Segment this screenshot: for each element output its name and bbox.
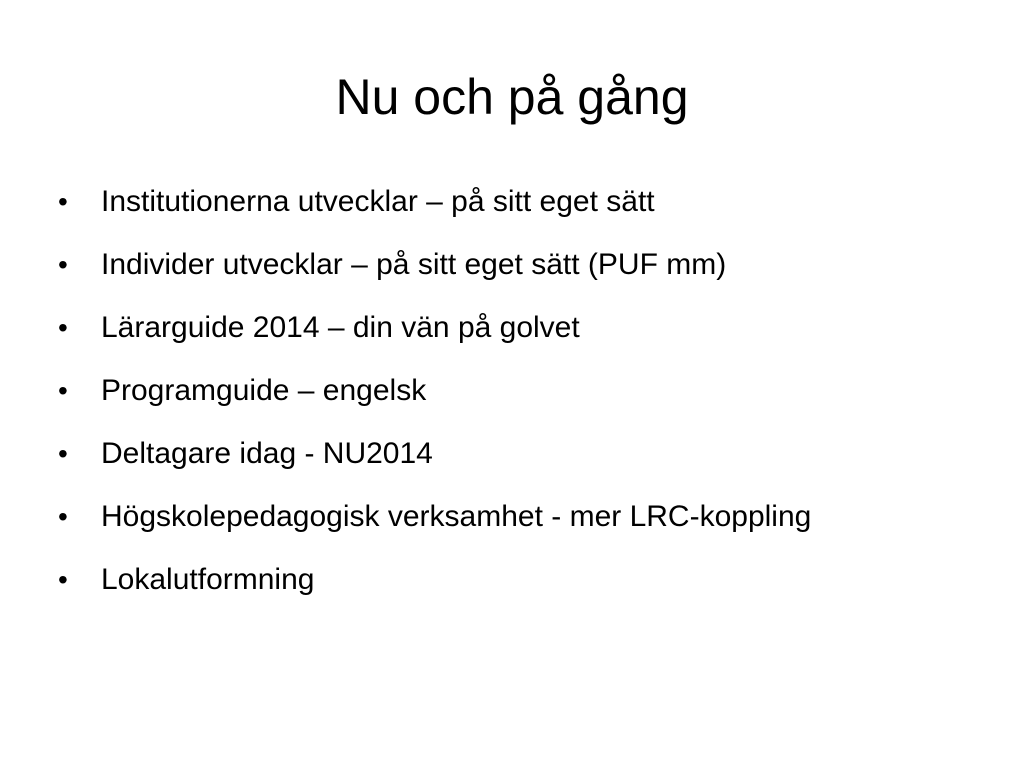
bullet-item xyxy=(58,371,958,410)
bullet-text: Individer utvecklar – på sitt eget sätt (PUF mm) xyxy=(101,248,727,281)
bullet-item xyxy=(58,182,958,221)
bullet-item xyxy=(58,560,958,599)
bullet-text: Lokalutformning xyxy=(101,563,315,596)
bullet-icon: • xyxy=(58,501,68,532)
bullet-icon: • xyxy=(58,438,68,469)
slide-title: Nu och på gång xyxy=(335,69,689,125)
bullet-icon: • xyxy=(58,312,68,343)
bullet-item xyxy=(58,308,958,347)
bullet-list xyxy=(58,182,958,623)
bullet-icon: • xyxy=(58,249,68,280)
bullet-text: Programguide – engelsk xyxy=(101,374,427,407)
bullet-icon: • xyxy=(58,564,68,595)
bullet-text: Lärarguide 2014 – din vän på golvet xyxy=(101,311,580,344)
bullet-item xyxy=(58,245,958,284)
bullet-text: Institutionerna utvecklar – på sitt eget sätt xyxy=(101,185,655,218)
bullet-item xyxy=(58,497,958,536)
bullet-text: Högskolepedagogisk verksamhet - mer LRC-koppling xyxy=(101,500,812,533)
bullet-item xyxy=(58,434,958,473)
bullet-icon: • xyxy=(58,186,68,217)
bullet-icon: • xyxy=(58,375,68,406)
bullet-text: Deltagare idag - NU2014 xyxy=(101,437,433,470)
